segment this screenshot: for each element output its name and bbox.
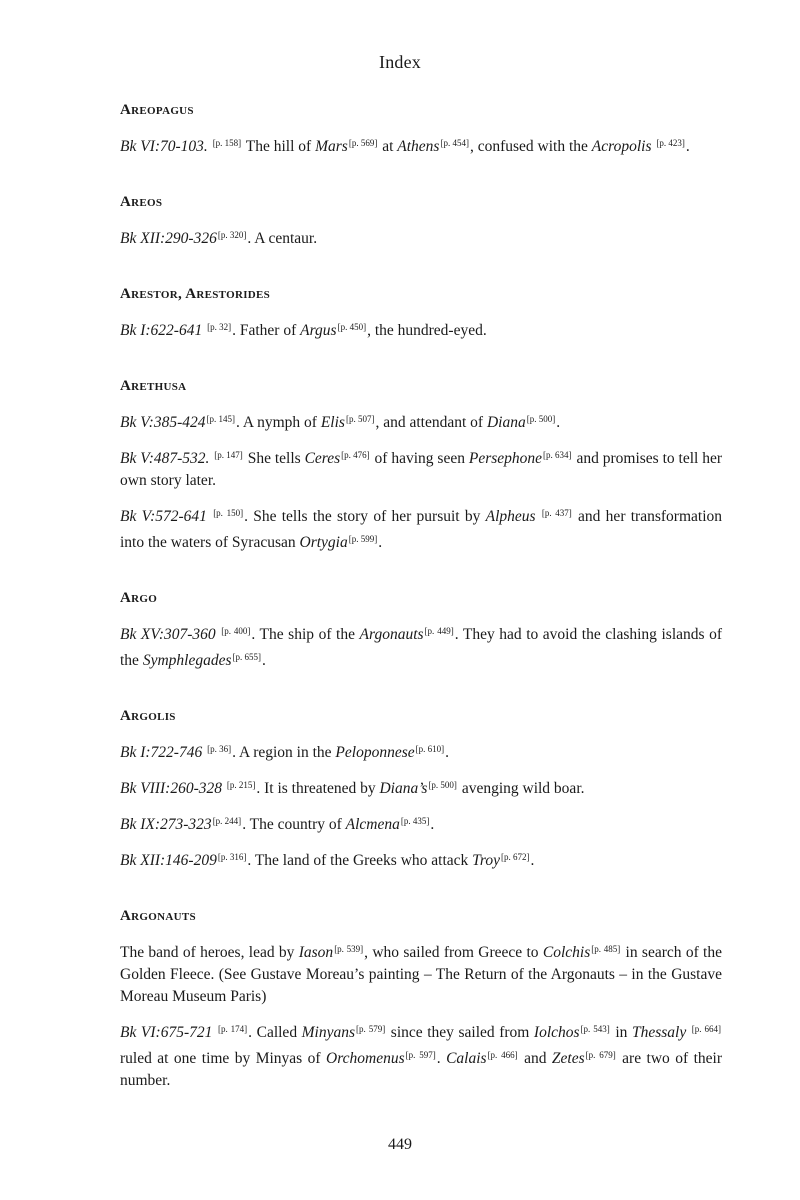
name-link[interactable]: Symphlegades <box>142 652 232 669</box>
entry-paragraph <box>120 132 722 158</box>
entry-heading: Areos <box>120 194 163 210</box>
body-text: She tells <box>243 450 305 467</box>
book-reference: Bk XII:146-209 <box>120 852 217 869</box>
body-text: . <box>261 652 266 669</box>
name-link[interactable]: Acropolis <box>591 138 652 155</box>
name-link[interactable]: Iolchos <box>533 1024 580 1041</box>
entry-paragraph <box>120 738 722 764</box>
page-reference[interactable]: [p. 147] <box>214 450 243 460</box>
page-reference[interactable]: [p. 476] <box>341 450 370 460</box>
body-text: are two of their number. <box>120 1050 723 1089</box>
body-text: , the hundred-eyed. <box>367 322 487 339</box>
body-text: . <box>430 816 435 833</box>
page-reference[interactable]: [p. 466] <box>487 1050 518 1060</box>
entry-paragraph <box>120 620 722 672</box>
page-reference[interactable]: [p. 597] <box>405 1050 436 1060</box>
page-reference[interactable]: [p. 320] <box>217 230 247 240</box>
body-text: . A centaur. <box>247 230 318 247</box>
body-text: . The ship of the <box>251 626 360 643</box>
entry-paragraph <box>120 408 722 434</box>
body-text: and <box>518 1050 552 1067</box>
page-reference[interactable]: [p. 435] <box>400 816 430 826</box>
entry-paragraph <box>120 810 722 836</box>
book-reference: Bk IX:273-323 <box>120 816 212 833</box>
page-reference[interactable]: [p. 145] <box>206 414 236 424</box>
name-link[interactable]: Ceres <box>304 450 341 467</box>
body-text: and promises to tell her own story later. <box>120 450 723 489</box>
book-reference: Bk VI:675-721 <box>120 1024 213 1041</box>
body-text <box>651 138 655 155</box>
body-text <box>202 322 206 339</box>
page-number: 449 <box>388 1136 412 1153</box>
body-text: . <box>378 534 383 551</box>
page-reference[interactable]: [p. 32] <box>207 322 232 332</box>
page-reference[interactable]: [p. 543] <box>580 1024 610 1034</box>
body-text: in search of the Golden Fleece. (See Gustave Moreau’s painting – The Return of the Argonauts – in the Gustave Moreau Museum Paris) <box>120 944 722 1005</box>
page-reference[interactable]: [p. 664] <box>691 1024 721 1034</box>
name-link[interactable]: Argus <box>300 322 337 339</box>
page-reference[interactable]: [p. 400] <box>221 626 251 636</box>
body-text: , and attendant of <box>375 414 487 431</box>
body-text <box>202 744 206 761</box>
name-link[interactable]: Persephone <box>468 450 543 467</box>
entry-paragraph <box>120 938 722 1008</box>
body-text: . A nymph of <box>236 414 321 431</box>
body-text: since they sailed from <box>386 1024 534 1041</box>
body-text <box>216 626 221 643</box>
index-content <box>120 100 722 1126</box>
body-text: of having seen <box>370 450 469 467</box>
book-reference: Bk V:385-424 <box>120 414 206 431</box>
page-reference[interactable]: [p. 500] <box>428 780 457 790</box>
body-text: in <box>610 1024 632 1041</box>
name-link[interactable]: Mars <box>315 138 348 155</box>
page-reference[interactable]: [p. 672] <box>501 852 530 862</box>
page-reference[interactable]: [p. 158] <box>212 138 242 148</box>
name-link[interactable]: Alpheus <box>485 508 536 525</box>
body-text: . The country of <box>242 816 346 833</box>
body-text: at <box>378 138 398 155</box>
page-title: Index <box>379 52 421 72</box>
index-entry <box>120 100 722 158</box>
book-reference: Bk XV:307-360 <box>120 626 216 643</box>
body-text <box>536 508 541 525</box>
name-link[interactable]: Peloponnese <box>335 744 415 761</box>
page-reference[interactable]: [p. 655] <box>232 652 261 662</box>
book-reference: Bk V:487-532. <box>120 450 210 467</box>
body-text: . <box>685 138 690 155</box>
body-text: , who sailed from Greece to <box>364 944 543 961</box>
body-text: . They had to avoid the clashing islands of the <box>120 626 722 669</box>
book-reference: Bk VI:70-103. <box>120 138 208 155</box>
page-reference[interactable]: [p. 599] <box>348 534 378 544</box>
body-text: , confused with the <box>469 138 592 155</box>
body-text: The hill of <box>242 138 316 155</box>
entry-paragraph <box>120 224 722 250</box>
body-text: . <box>530 852 535 869</box>
name-link[interactable]: Alcmena <box>345 816 400 833</box>
name-link[interactable]: Diana <box>486 414 526 431</box>
index-entry <box>120 706 722 872</box>
entry-paragraph <box>120 774 722 800</box>
body-text <box>212 1024 217 1041</box>
body-text <box>222 780 226 797</box>
body-text: . It is threatened by <box>256 780 380 797</box>
book-reference: Bk I:722-746 <box>120 744 203 761</box>
entry-paragraph <box>120 846 722 872</box>
page-reference[interactable]: [p. 450] <box>337 322 367 332</box>
body-text: The band of heroes, lead by <box>120 944 299 961</box>
page-reference[interactable]: [p. 244] <box>212 816 242 826</box>
body-text: . <box>445 744 449 761</box>
name-link[interactable]: Athens <box>397 138 440 155</box>
page-reference[interactable]: [p. 500] <box>526 414 556 424</box>
page-reference[interactable]: [p. 610] <box>415 744 445 754</box>
book-reference: Bk VIII:260-328 <box>120 780 222 797</box>
name-link[interactable]: Troy <box>472 852 501 869</box>
body-text <box>207 508 212 525</box>
body-text: . <box>556 414 561 431</box>
page-reference[interactable]: [p. 449] <box>424 626 454 636</box>
body-text: . A region in the <box>232 744 336 761</box>
page-reference[interactable]: [p. 485] <box>591 944 621 954</box>
body-text: . <box>436 1050 447 1067</box>
body-text: and her transformation into the waters of Syracusan <box>120 508 722 551</box>
entry-paragraph <box>120 316 722 342</box>
body-text: . The land of the Greeks who attack <box>247 852 473 869</box>
page-reference[interactable]: [p. 423] <box>656 138 685 148</box>
entry-paragraph <box>120 502 722 554</box>
name-link[interactable]: Zetes <box>551 1050 585 1067</box>
name-link[interactable]: Thessaly <box>631 1024 687 1041</box>
page-reference[interactable]: [p. 679] <box>585 1050 616 1060</box>
name-link[interactable]: Calais <box>446 1050 487 1067</box>
page-reference[interactable]: [p. 507] <box>345 414 375 424</box>
index-entry <box>120 192 722 250</box>
entry-paragraph <box>120 1018 722 1092</box>
entry-heading: Argo <box>120 590 158 606</box>
page-reference[interactable]: [p. 36] <box>207 744 232 754</box>
body-text <box>686 1024 691 1041</box>
page-reference[interactable]: [p. 454] <box>440 138 469 148</box>
name-link[interactable]: Ortygia <box>299 534 348 551</box>
book-reference: Bk XII:290-326 <box>120 230 217 247</box>
name-link[interactable]: Iason <box>298 944 334 961</box>
name-link[interactable]: Orchomenus <box>326 1050 405 1067</box>
body-text <box>209 450 213 467</box>
entry-heading: Argolis <box>120 708 176 724</box>
name-link[interactable]: Minyans <box>301 1024 356 1041</box>
index-entry <box>120 588 722 672</box>
page-reference[interactable]: [p. 437] <box>541 508 572 518</box>
name-link[interactable]: Elis <box>320 414 345 431</box>
body-text: . Father of <box>232 322 301 339</box>
entry-heading: Arethusa <box>120 378 187 394</box>
body-text: . She tells the story of her pursuit by <box>244 508 486 525</box>
entry-heading: Arestor, Arestorides <box>120 286 271 302</box>
page-reference[interactable]: [p. 174] <box>217 1024 248 1034</box>
page-reference[interactable]: [p. 539] <box>334 944 364 954</box>
index-entry <box>120 284 722 342</box>
name-link[interactable]: Colchis <box>542 944 591 961</box>
page-reference[interactable]: [p. 316] <box>217 852 247 862</box>
entry-paragraph <box>120 444 722 492</box>
index-entry <box>120 906 722 1092</box>
body-text: avenging wild boar. <box>457 780 585 797</box>
page-reference[interactable]: [p. 569] <box>348 138 378 148</box>
page-reference[interactable]: [p. 634] <box>543 450 572 460</box>
book-reference: Bk I:622-641 <box>120 322 203 339</box>
book-reference: Bk V:572-641 <box>120 508 207 525</box>
name-link[interactable]: Diana’s <box>379 780 428 797</box>
page-reference[interactable]: [p. 215] <box>226 780 256 790</box>
page-reference[interactable]: [p. 579] <box>356 1024 386 1034</box>
body-text <box>208 138 212 155</box>
name-link[interactable]: Argonauts <box>359 626 424 643</box>
body-text: ruled at one time by Minyas of <box>120 1050 327 1067</box>
entry-heading: Argonauts <box>120 908 196 924</box>
body-text: . Called <box>248 1024 302 1041</box>
page-reference[interactable]: [p. 150] <box>213 508 244 518</box>
entry-heading: Areopagus <box>120 102 194 118</box>
index-entry <box>120 376 722 554</box>
